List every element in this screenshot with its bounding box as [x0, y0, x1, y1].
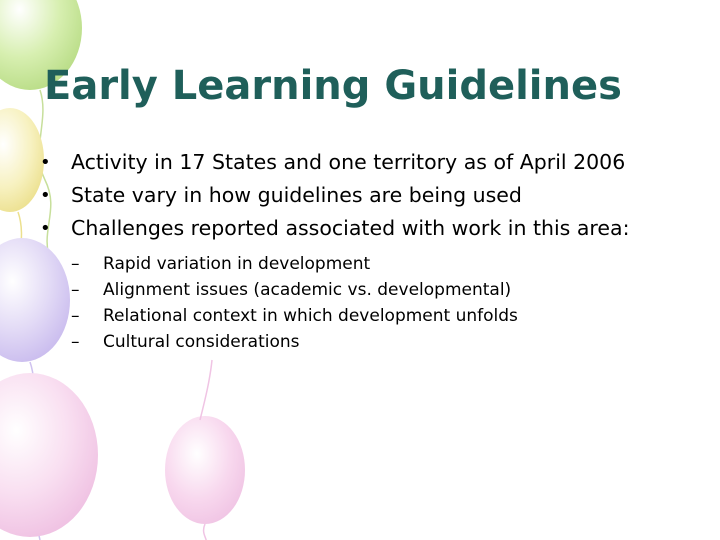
slide-title: Early Learning Guidelines	[44, 63, 622, 109]
list-item	[38, 183, 678, 208]
sub-list-item	[71, 303, 678, 329]
list-item	[38, 150, 678, 175]
bullet-icon: •	[40, 185, 51, 206]
dash-icon: –	[71, 280, 80, 300]
sub-bullet-text: Relational context in which development unfolds	[103, 306, 518, 326]
sub-bullet-text: Rapid variation in development	[103, 254, 371, 274]
slide-content	[38, 150, 678, 363]
sub-list-item	[71, 329, 678, 355]
bullet-icon: •	[40, 218, 51, 239]
sub-list-item	[71, 251, 678, 277]
dash-icon: –	[71, 254, 80, 274]
bullet-text: Challenges reported associated with work in this area:	[71, 216, 630, 240]
sub-bullet-list	[71, 251, 678, 355]
small-pink-balloon	[165, 360, 245, 540]
dash-icon: –	[71, 332, 80, 352]
sub-list-item	[71, 277, 678, 303]
dash-icon: –	[71, 306, 80, 326]
sub-bullet-text: Cultural considerations	[103, 332, 300, 352]
bullet-icon: •	[40, 152, 51, 173]
pink-balloon	[0, 373, 98, 537]
list-item	[38, 216, 678, 355]
bullet-list	[38, 150, 678, 355]
bullet-text: Activity in 17 States and one territory as of April 2006	[71, 150, 626, 174]
sub-bullet-text: Alignment issues (academic vs. developmental)	[103, 280, 512, 300]
bullet-text: State vary in how guidelines are being used	[71, 183, 522, 207]
